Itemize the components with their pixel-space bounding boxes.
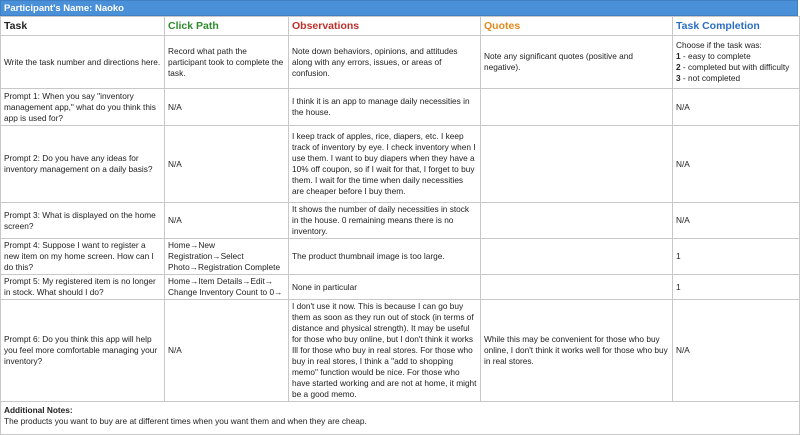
completion-intro: Choose if the task was: bbox=[676, 40, 762, 50]
header-task-completion: Task Completion bbox=[673, 17, 800, 36]
completion-cell: 1 bbox=[673, 275, 800, 300]
task-cell: Prompt 4: Suppose I want to register a new item on my home screen. How can I do this? bbox=[1, 239, 165, 275]
task-cell: Prompt 5: My registered item is no longer in stock. What should I do? bbox=[1, 275, 165, 300]
observations-cell: I keep track of apples, rice, diapers, etc. I keep track of inventory by eye. I check inventory when I use them. I want to buy diapers when they have a 10% off coupon, so if I wait for that, I forget to buy them. I wait for the time when daily necessities are cheaper before I buy them. bbox=[289, 126, 481, 203]
header-observations: Observations bbox=[289, 17, 481, 36]
task-instructions: Write the task number and directions here. bbox=[1, 36, 165, 89]
completion-option: 3 - not completed bbox=[676, 73, 741, 83]
quotes-cell bbox=[481, 89, 673, 126]
completion-cell: N/A bbox=[673, 89, 800, 126]
click-path-cell: N/A bbox=[165, 203, 289, 239]
instructions-row bbox=[1, 36, 800, 89]
click-path-cell: N/A bbox=[165, 89, 289, 126]
task-cell: Prompt 1: When you say "inventory management app," what do you think this app is used for? bbox=[1, 89, 165, 126]
table-row bbox=[1, 126, 800, 203]
additional-notes-text: The products you want to buy are at different times when you want them and when they are cheap. bbox=[4, 416, 367, 426]
completion-cell: N/A bbox=[673, 203, 800, 239]
completion-option: 2 - completed but with difficulty bbox=[676, 62, 790, 72]
header-click-path: Click Path bbox=[165, 17, 289, 36]
table-row bbox=[1, 239, 800, 275]
quotes-cell bbox=[481, 126, 673, 203]
header-quotes: Quotes bbox=[481, 17, 673, 36]
observations-cell: The product thumbnail image is too large. bbox=[289, 239, 481, 275]
observations-cell: I don't use it now. This is because I can go buy them as soon as they run out of stock (in terms of distance and physical strength). It may be useful for those who buy online, but I don't think it works Ill for those who buy in real stores. For those who buy in real stores, I think a "add to shopping memo" function would be nice. For those who have started working and are not at home, it might be a good memo. bbox=[289, 300, 481, 402]
quotes-cell bbox=[481, 203, 673, 239]
click-path-cell: Home→Item Details→Edit→ Change Inventory Count to 0→ bbox=[165, 275, 289, 300]
participant-name-banner: Participant's Name: Naoko bbox=[0, 0, 798, 16]
observations-cell: I think it is an app to manage daily necessities in the house. bbox=[289, 89, 481, 126]
observations-cell: None in particular bbox=[289, 275, 481, 300]
additional-notes-label: Additional Notes: bbox=[4, 405, 73, 415]
task-cell: Prompt 6: Do you think this app will help you feel more comfortable managing your inventory? bbox=[1, 300, 165, 402]
completion-cell: N/A bbox=[673, 300, 800, 402]
click-path-instructions: Record what path the participant took to complete the task. bbox=[165, 36, 289, 89]
quotes-cell bbox=[481, 239, 673, 275]
observations-instructions: Note down behaviors, opinions, and attitudes along with any errors, issues, or areas of confusion. bbox=[289, 36, 481, 89]
quotes-cell: While this may be convenient for those who buy online, I don't think it works well for those who buy in real stores. bbox=[481, 300, 673, 402]
header-task: Task bbox=[1, 17, 165, 36]
table-row bbox=[1, 300, 800, 402]
observations-cell: It shows the number of daily necessities in stock in the house. 0 remaining means there is no inventory. bbox=[289, 203, 481, 239]
table-row bbox=[1, 89, 800, 126]
header-row bbox=[1, 17, 800, 36]
click-path-cell: Home→New Registration→Select Photo→Registration Complete bbox=[165, 239, 289, 275]
completion-instructions bbox=[673, 36, 800, 89]
table-row bbox=[1, 203, 800, 239]
additional-notes-cell bbox=[1, 402, 800, 435]
additional-notes-row bbox=[1, 402, 800, 435]
completion-option: 1 - easy to complete bbox=[676, 51, 751, 61]
click-path-cell: N/A bbox=[165, 300, 289, 402]
task-cell: Prompt 2: Do you have any ideas for inventory management on a daily basis? bbox=[1, 126, 165, 203]
quotes-cell bbox=[481, 275, 673, 300]
completion-cell: N/A bbox=[673, 126, 800, 203]
task-cell: Prompt 3: What is displayed on the home screen? bbox=[1, 203, 165, 239]
observation-table bbox=[0, 16, 800, 435]
click-path-cell: N/A bbox=[165, 126, 289, 203]
quotes-instructions: Note any significant quotes (positive and negative). bbox=[481, 36, 673, 89]
completion-cell: 1 bbox=[673, 239, 800, 275]
table-row bbox=[1, 275, 800, 300]
